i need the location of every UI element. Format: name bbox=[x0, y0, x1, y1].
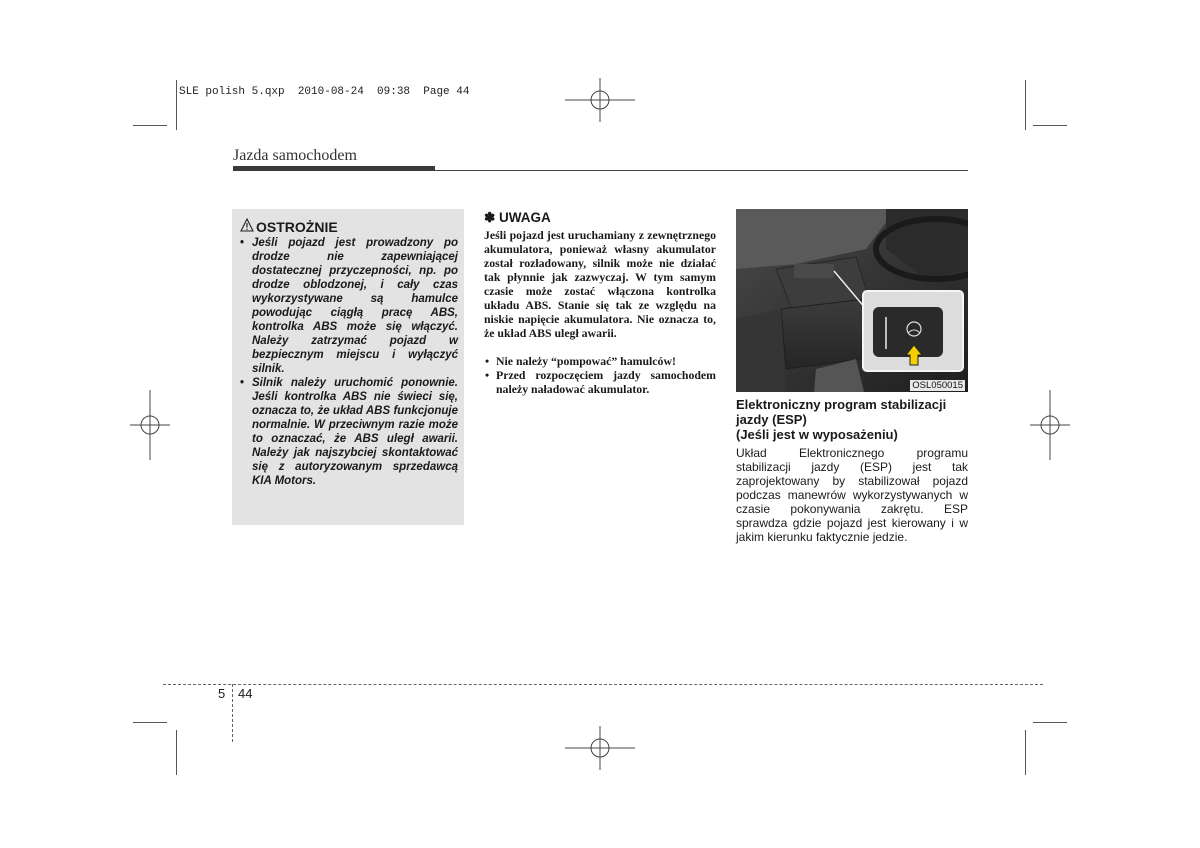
caution-title: OSTROŻNIE bbox=[256, 219, 338, 235]
header-rule-accent bbox=[233, 166, 435, 171]
note-title: ✽ UWAGA bbox=[484, 210, 551, 225]
footer-rule bbox=[163, 684, 1043, 685]
note-list bbox=[484, 354, 716, 396]
esp-title: Elektroniczny program stabilizacji jazdy (ESP) bbox=[736, 397, 947, 427]
note-body: Jeśli pojazd jest uruchamiany z zewnętrznego akumulatora, ponieważ własny akumulator został rozładowany, silnik może nie działać tak płynnie jak zazwyczaj. W tym samym czasie może zostać włączona kontrolka układu ABS. Stanie się tak ze względu na niskie napięcie akumulatora. Nie oznacza to, że układ ABS uległ awarii. bbox=[484, 228, 716, 340]
crop-mark bbox=[1033, 722, 1067, 723]
registration-mark-left bbox=[130, 390, 170, 460]
crop-mark bbox=[133, 125, 167, 126]
page-number: 44 bbox=[238, 686, 253, 701]
figure-code: OSL050015 bbox=[912, 380, 963, 391]
esp-body: Układ Elektronicznego programu stabilizacji jazdy (ESP) jest tak zaprojektowany by stabilizował pojazd podczas manewrów wykorzystywanych w czasie pokonywania zakrętu. ESP sprawdza gdzie pojazd jest kierowany i w jakim kierunku faktycznie jedzie. bbox=[736, 446, 968, 544]
esp-heading bbox=[736, 397, 970, 442]
crop-mark bbox=[1025, 730, 1026, 775]
registration-mark-right bbox=[1030, 390, 1070, 460]
caution-item: • Jeśli pojazd jest prowadzony po drodze nie zapewniającej dostatecznej przyczepności, np. po drodze oblodzonej, i cały czas wykorzystywane są hamulce powodując ciągłą pracę ABS, kontrolka ABS może się włączyć. Należy zatrzymać pojazd w bezpiecznym miejscu i wyłączyć silnik. bbox=[238, 236, 458, 376]
warning-triangle-icon bbox=[240, 218, 254, 232]
footer-divider bbox=[232, 684, 233, 742]
crop-mark bbox=[176, 80, 177, 130]
esp-subtitle: (Jeśli jest w wyposażeniu) bbox=[736, 427, 898, 442]
crop-mark bbox=[133, 722, 167, 723]
note-item: • Przed rozpoczęciem jazdy samochodem należy naładować akumulator. bbox=[484, 368, 716, 396]
dashboard-photo bbox=[736, 209, 968, 392]
crop-mark bbox=[1025, 80, 1026, 130]
print-slug: SLE polish 5.qxp 2010-08-24 09:38 Page 44 bbox=[179, 86, 470, 98]
caution-list bbox=[238, 236, 458, 488]
section-title: Jazda samochodem bbox=[233, 147, 357, 164]
registration-mark-bottom bbox=[565, 718, 635, 778]
chapter-number: 5 bbox=[218, 686, 226, 701]
crop-mark bbox=[176, 730, 177, 775]
crop-mark bbox=[1033, 125, 1067, 126]
registration-mark-top bbox=[565, 70, 635, 130]
note-item: • Nie należy “pompować” hamulców! bbox=[484, 354, 716, 368]
caution-item: • Silnik należy uruchomić ponownie. Jeśli kontrolka ABS nie świeci się, oznacza to, że układ ABS funkcjonuje normalnie. W przeciwnym razie może to oznaczać, że ABS uległ awarii. Należy jak najszybciej skontaktować się z autoryzowanym sprzedawcą KIA Motors. bbox=[238, 376, 458, 488]
dashboard-illustration bbox=[736, 209, 968, 392]
